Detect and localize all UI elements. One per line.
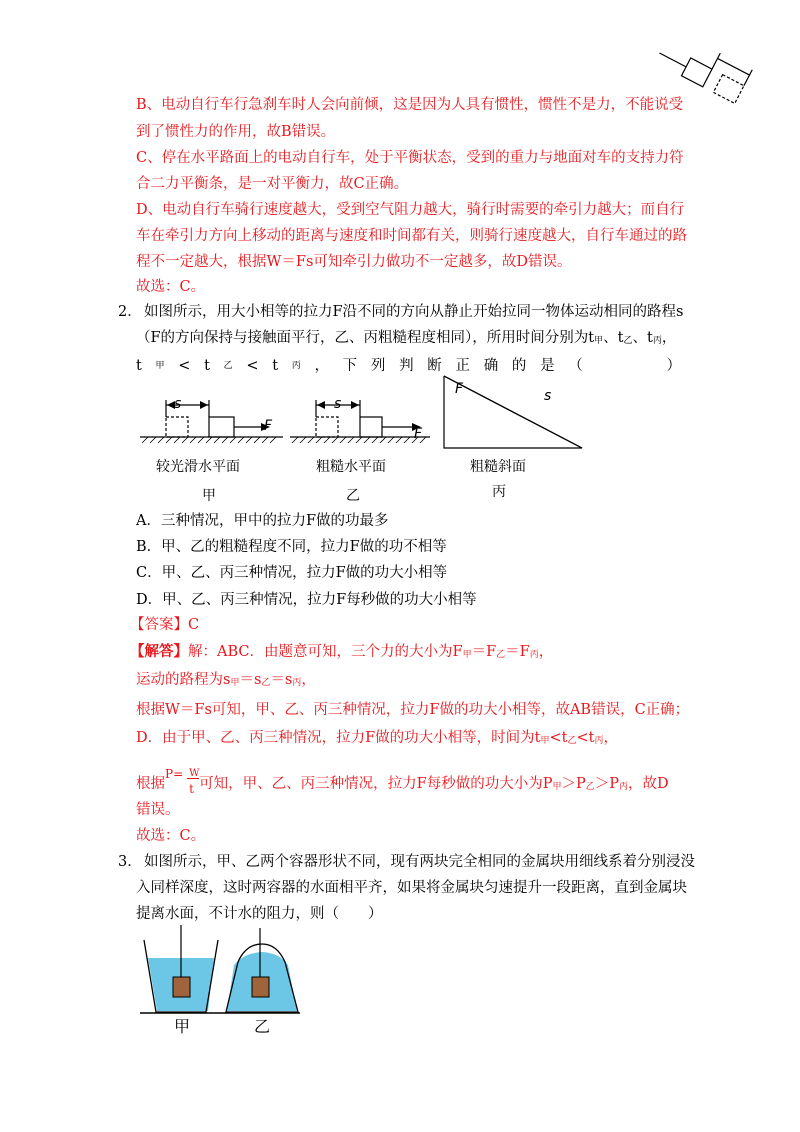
fig-caption-yi: 粗糙水平面 <box>316 459 386 475</box>
q2-number: 2． <box>118 304 142 320</box>
q3-line1: 如图所示，甲、乙两个容器形状不同，现有两块完全相同的金属块用细线系着分别浸没 <box>144 854 695 870</box>
explanation-c-line1: C、停在水平路面上的电动自行车，处于平衡状态，受到的重力与地面对车的支持力符 <box>136 150 684 166</box>
q3-line3: 提离水面，不计水的阻力，则（ ） <box>136 906 383 922</box>
explanation-d-line1: D、电动自行车骑行速度越大，受到空气阻力越大，骑行时需要的牵引力越大；而自行 <box>136 202 685 218</box>
q2-solution-line4: D．由于甲、乙、丙三种情况，拉力F做的功大小相等，时间为t甲<t乙<t丙， <box>136 730 619 746</box>
q3-tag-yi: 乙 <box>254 1017 271 1036</box>
q2-solution-line6: 错误。 <box>136 802 180 818</box>
q2-option-a: A．三种情况，甲中的拉力F做的功最多 <box>136 513 389 529</box>
fig-tag-jia: 甲 <box>202 488 216 504</box>
fig-label-s-bing: s <box>544 388 552 404</box>
q2-option-b: B．甲、乙的粗糙程度不同，拉力F做的功不相等 <box>136 539 447 555</box>
fig-label-s-yi: s <box>334 396 342 412</box>
explanation-d-line2: 车在牵引力方向上移动的距离与速度和时间都有关，则骑行速度越大，自行车通过的路 <box>136 228 687 244</box>
q2-line1: 如图所示，用大小相等的拉力F沿不同的方向从静止开始拉同一物体运动相同的路程s <box>144 304 684 320</box>
fig-caption-bing: 粗糙斜面 <box>470 459 526 475</box>
q3-tag-jia: 甲 <box>174 1017 191 1036</box>
fig-label-s-jia: s <box>174 396 182 412</box>
fig-tag-yi: 乙 <box>346 488 360 504</box>
q2-solution-line3: 根据W＝Fs可知，甲、乙、丙三种情况，拉力F做的功大小相等，故AB错误，C正确； <box>136 702 690 718</box>
q2-solution-line2: 运动的路程为s甲＝s乙＝s丙， <box>136 672 316 688</box>
power-formula-fraction: $\frac{W}{t}$ <box>189 768 200 796</box>
explanation-d-line3: 程不一定越大，根据W＝Fs可知牵引力做功不一定越多，故D错误。 <box>136 254 572 270</box>
explanation-c-line2: 合二力平衡条，是一对平衡力，故C正确。 <box>136 176 409 192</box>
q2-line3: t 甲 < t 乙 < t 丙 ， 下 列 判 断 正 确 的 是 （ ） <box>136 358 681 374</box>
explanation-b-line2: 到了惯性力的作用，故B错误。 <box>136 124 336 140</box>
fig-label-f-yi: F <box>414 426 423 442</box>
q2-answer: 【答案】C <box>130 617 200 633</box>
explanation-choose: 故选：C。 <box>136 279 206 295</box>
fig-label-f-bing: F <box>455 381 464 397</box>
explanation-b-line1: B、电动自行车行急刹车时人会向前倾，这是因为人具有惯性，惯性不是力，不能说受 <box>136 97 684 113</box>
q2-choose: 故选：C。 <box>136 828 206 844</box>
q2-solution-line5: 根据$^{P=}$ $\frac{W}{t}$ 可知，甲、乙、丙三种情况，拉力F每秒做的功大小为P甲＞P乙＞P丙，故D <box>136 767 669 796</box>
q2-line2: （F的方向保持与接触面平行，乙、丙粗糙程度相同），所用时间分别为t甲、t乙、t丙， <box>136 330 677 346</box>
q2-solution-line1: 【解答】解：ABC．由题意可知，三个力的大小为F甲＝F乙＝F丙， <box>130 643 554 660</box>
fig-tag-bing: 丙 <box>492 484 506 500</box>
fig-caption-jia: 较光滑水平面 <box>156 459 240 475</box>
q2-option-d: D．甲、乙、丙三种情况，拉力F每秒做的功大小相等 <box>136 592 477 608</box>
q2-option-c: C．甲、乙、丙三种情况，拉力F做的功大小相等 <box>136 565 448 581</box>
q3-line2: 入同样深度，这时两容器的水面相平齐，如果将金属块匀速提升一段距离，直到金属块 <box>136 880 687 896</box>
fig-label-f-jia: F <box>264 418 273 434</box>
q3-number: 3． <box>118 854 142 870</box>
